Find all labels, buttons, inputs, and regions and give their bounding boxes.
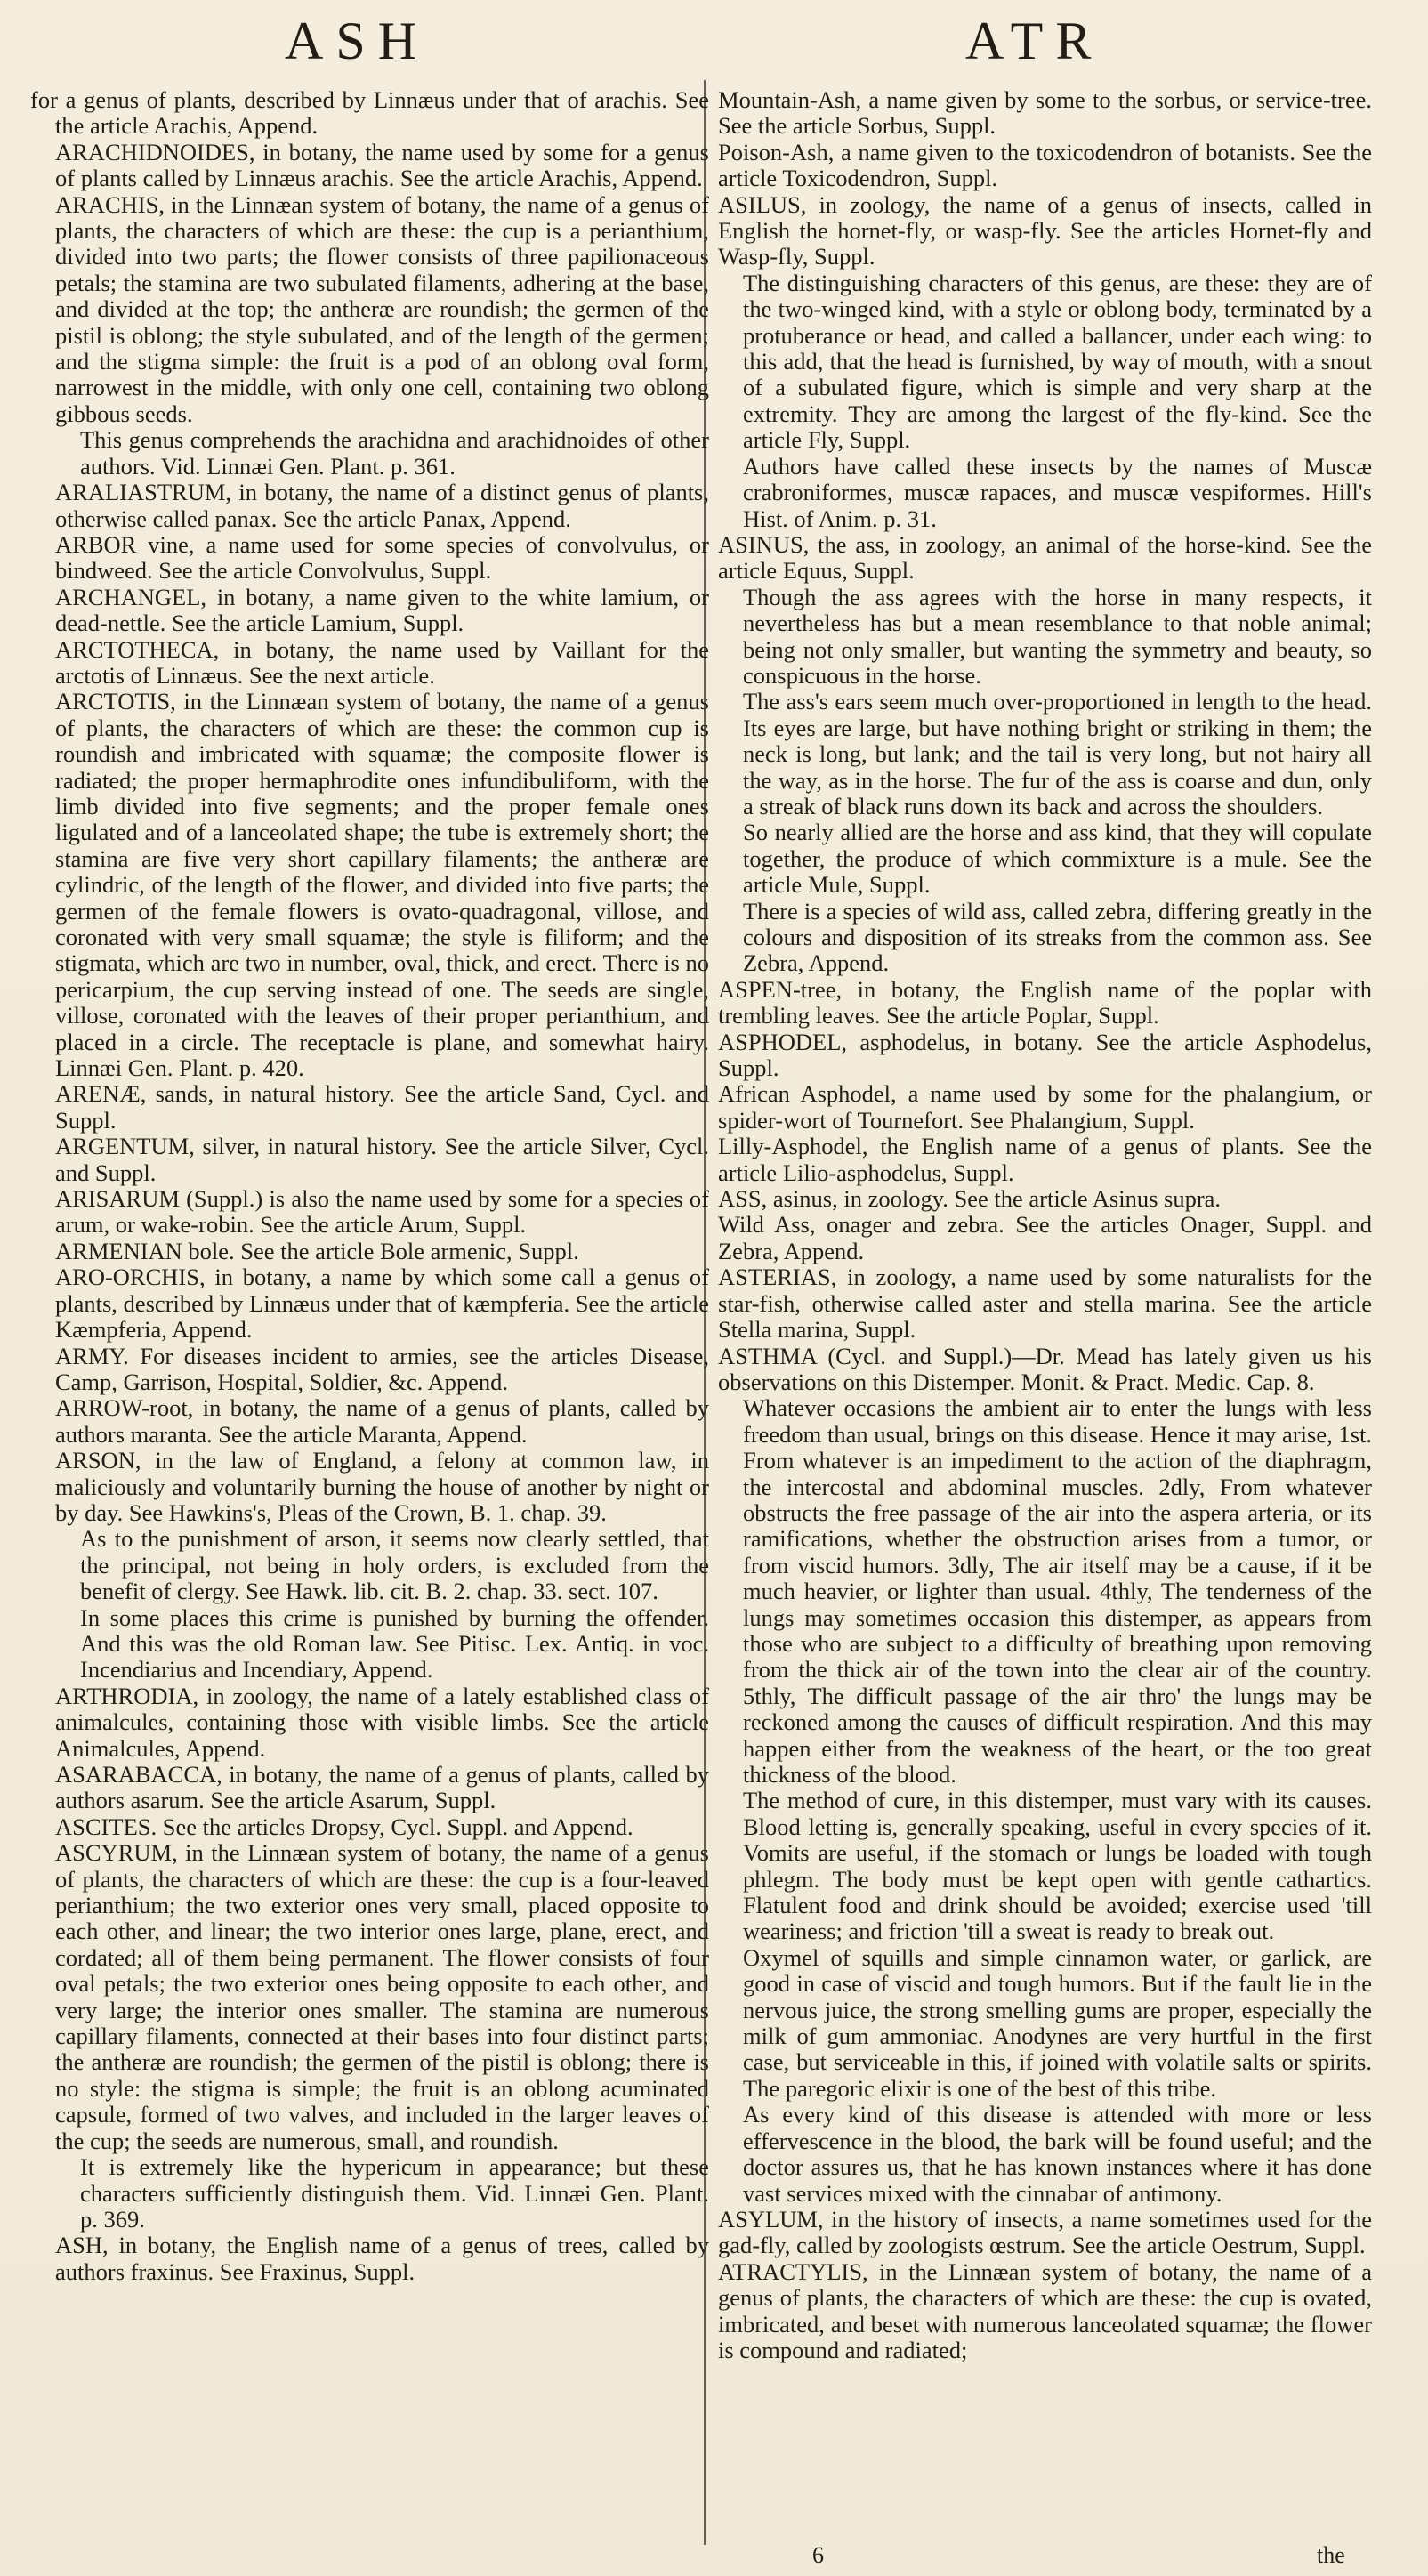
page-footer <box>0 2542 1428 2572</box>
entry-asylum: ASYLUM, in the history of insects, a name sometimes used for the gad-fly, called by zoologists œstrum. See the article Oestrum, Suppl. <box>718 2205 1372 2259</box>
entry-asinus: ASINUS, the ass, in zoology, an animal of the horse-kind. See the article Equus, Suppl. <box>718 530 1372 585</box>
entry-arachis-note: This genus comprehends the arachidna and arachidnoides of other authors. Vid. Linnæi Gen. Plant. p. 361. <box>80 426 709 480</box>
entry-asterias: ASTERIAS, in zoology, a name used by some naturalists for the star-fish, otherwise called aster and stella marina. See the article Stella marina, Suppl. <box>718 1264 1372 1344</box>
entry-ass: ASS, asinus, in zoology. See the article Asinus supra. <box>718 1185 1222 1213</box>
entry-asilus-authors: Authors have called these insects by the names of Muscæ crabroniformes, muscæ rapaces, and muscæ vespiformes. Hill's Hist. of Anim. p. 31. <box>743 452 1372 532</box>
entry-archangel: ARCHANGEL, in botany, a name given to the white lamium, or dead-nettle. See the article Lamium, Suppl. <box>55 583 709 637</box>
entry-asthma: ASTHMA (Cycl. and Suppl.)—Dr. Mead has lately given us his observations on this Distemper. Monit. & Pract. Medic. Cap. 8. <box>718 1342 1372 1395</box>
entry-arisarum: ARISARUM (Suppl.) is also the name used by some for a species of arum, or wake-robin. See the article Arum, Suppl. <box>55 1185 709 1239</box>
entry-ascyrum-note: It is extremely like the hypericum in appearance; but these characters sufficiently distinguish them. Vid. Linnæi Gen. Plant. p. 369. <box>80 2153 709 2233</box>
running-header <box>0 0 1428 85</box>
page-number: 6 <box>812 2542 824 2568</box>
entry-poison-ash: Poison-Ash, a name given to the toxicodendron of botanists. See the article Toxicodendron, Suppl. <box>718 138 1372 192</box>
header-left: ASH <box>285 12 430 70</box>
entry-arctotis: ARCTOTIS, in the Linnæan system of botany, the name of a genus of plants, the characters of which are these: the common cup is roundish and imbricated with squamæ; the composite flower is radiated; the proper hermaphrodite ones infundibuliform, with the limb divided into five segments; and the proper female ones ligulated and of a lanceolated shape; the tube is extremely short; the stamina are five very short capillary filaments; the antheræ are cylindric, of the length of the flower, and divided into five parts; the germen of the female flowers is ovato-quadragonal, villose, and coronated with very small squamæ; the style is filiform; and the stigmata, which are two in number, oval, thick, and erect. There is no pericarpium, the cup serving instead of one. The seeds are single, villose, coronated with the leaves of their proper perianthium, and placed in a circle. The receptacle is plane, and somewhat hairy. Linnæi Gen. Plant. p. 420. <box>55 688 709 1082</box>
left-column <box>30 86 709 2285</box>
entry-atractylis: ATRACTYLIS, in the Linnæan system of botany, the name of a genus of plants, the characters of which are these: the cup is ovated, imbricated, and beset with numerous lanceolated squamæ; the flower is compound and radiated; <box>718 2257 1372 2363</box>
entry-asilus-characters: The distinguishing characters of this genus, are these: they are of the two-winged kind, with a style or oblong body, terminated by a protuberance or head, and called a ballancer, under each wing: to this add, that the head is furnished, by way of mouth, with a snout of a subulated figure, which is simple and very sharp at the extremity. They are among the largest of the fly-kind. See the article Fly, Suppl. <box>743 269 1372 454</box>
entry-aspen-tree: ASPEN-tree, in botany, the English name of the poplar with trembling leaves. See the article Poplar, Suppl. <box>718 975 1372 1030</box>
entry-lilly-asphodel: Lilly-Asphodel, the English name of a genus of plants. See the article Lilio-asphodelus, Suppl. <box>718 1133 1372 1186</box>
entry-arachidnoides: ARACHIDNOIDES, in botany, the name used by some for a genus of plants called by Linnæus arachis. See the article Arachis, Append. <box>55 138 709 192</box>
entry-arbor-vine: ARBOR vine, a name used for some species of convolvulus, or bindweed. See the article Convolvulus, Suppl. <box>55 530 709 585</box>
entry-asthma-cure: The method of cure, in this distemper, must vary with its causes. Blood letting is, generally speaking, useful in every species of it. Vomits are useful, if the stomach or lungs be loaded with tough phlegm. The body must be kept open with gentle cathartics. Flatulent food and drink should be avoided; exercise used 'till weariness; and friction 'till a sweat is ready to break out. <box>743 1787 1372 1945</box>
entry-ascites: ASCITES. See the articles Dropsy, Cycl. Suppl. and Append. <box>55 1813 633 1840</box>
right-column <box>718 87 1372 2363</box>
header-right: ATR <box>965 12 1104 70</box>
entry-asinus-ears: The ass's ears seem much over-proportioned in length to the head. Its eyes are large, but have nothing bright or striking in them; the neck is long, but lank; and the tail is very long, but not hairy all the way, as in the horse. The fur of the ass is coarse and dun, only a streak of black runs down its back and across the shoulders. <box>743 688 1372 820</box>
entry-aro-orchis: ARO-ORCHIS, in botany, a name by which some call a genus of plants, described by Linnæus under that of kæmpferia. See the article Kæmpferia, Append. <box>55 1264 709 1344</box>
entry-asilus: ASILUS, in zoology, the name of a genus of insects, called in English the hornet-fly, or wasp-fly. See the articles Hornet-fly and Wasp-fly, Suppl. <box>718 190 1372 271</box>
entry-ascyrum: ASCYRUM, in the Linnæan system of botany, the name of a genus of plants, the characters of which are these: the cup is a four-leaved perianthium; the two exterior ones very small, placed opposite to each other, and linear; the two interior ones large, plane, erect, and cordated; all of them being permanent. The flower consists of four oval petals; the two exterior ones being opposite to each other, and very large; the interior ones smaller. The stamina are numerous capillary filaments, connected at their bases into four distinct parts; the antheræ are roundish; the germen of the pistil is oblong; there is no style: the stigma is simple; the fruit is an oblong acuminated capsule, formed of two valves, and included in the larger leaves of the cup; the seeds are numerous, small, and roundish. <box>55 1839 709 2154</box>
entry-asinus-horse: Though the ass agrees with the horse in many respects, it nevertheless has but a mean resemblance to that noble animal; being not only smaller, but wanting the symmetry and beauty, so conspicuous in the horse. <box>743 583 1372 689</box>
entry-asthma-oxymel: Oxymel of squills and simple cinnamon water, or garlick, are good in case of viscid and tough humors. But if the fault lie in the nervous juice, the strong smelling gums are proper, especially the milk of gum ammoniac. Anodynes are very hurtful in the first case, but serviceable in this, if joined with volatile salts or spirits. The paregoric elixir is one of the best of this tribe. <box>743 1943 1372 2102</box>
entry-asthma-bark: As every kind of this disease is attended with more or less effervescence in the blood, the bark will be found useful; and the doctor assures us, that he has known instances where it has done vast services mixed with the cinnabar of antimony. <box>743 2101 1372 2207</box>
entry-asphodel: ASPHODEL, asphodelus, in botany. See the article Asphodelus, Suppl. <box>718 1028 1372 1082</box>
entry-ash: ASH, in botany, the English name of a genus of trees, called by authors fraxinus. See Fraxinus, Suppl. <box>55 2232 709 2285</box>
entry-arctotheca: ARCTOTHECA, in botany, the name used by Vaillant for the arctotis of Linnæus. See the next article. <box>55 635 709 689</box>
entry-continuation: for a genus of plants, described by Linnæus under that of arachis. See the article Arachis, Append. <box>30 86 709 140</box>
entry-asarabacca: ASARABACCA, in botany, the name of a genus of plants, called by authors asarum. See the article Asarum, Suppl. <box>55 1761 709 1814</box>
entry-arenae: ARENÆ, sands, in natural history. See the article Sand, Cycl. and Suppl. <box>55 1080 709 1134</box>
entry-arson: ARSON, in the law of England, a felony at common law, in maliciously and voluntarily burning the house of another by night or by day. See Hawkins's, Pleas of the Crown, B. 1. chap. 39. <box>55 1447 709 1526</box>
entry-arthrodia: ARTHRODIA, in zoology, the name of a lately established class of animalcules, containing those with visible limbs. See the article Animalcules, Append. <box>55 1682 709 1762</box>
entry-army: ARMY. For diseases incident to armies, see the articles Disease, Camp, Garrison, Hospital, Soldier, &c. Append. <box>55 1342 709 1395</box>
entry-armenian: ARMENIAN bole. See the article Bole armenic, Suppl. <box>55 1237 579 1264</box>
entry-wild-ass: Wild Ass, onager and zebra. See the articles Onager, Suppl. and Zebra, Append. <box>718 1211 1372 1264</box>
entry-arson-punishment: As to the punishment of arson, it seems now clearly settled, that the principal, not being in holy orders, is excluded from the benefit of clergy. See Hawk. lib. cit. B. 2. chap. 33. sect. 107. <box>80 1525 709 1605</box>
entry-arson-places: In some places this crime is punished by burning the offender. And this was the old Roman law. See Pitisc. Lex. Antiq. in voc. Incendiarius and Incendiary, Append. <box>80 1603 709 1684</box>
entry-arrow-root: ARROW-root, in botany, the name of a genus of plants, called by authors maranta. See the article Maranta, Append. <box>55 1394 709 1448</box>
entry-asinus-mule: So nearly allied are the horse and ass kind, that they will copulate together, the produce of which commixture is a mule. See the article Mule, Suppl. <box>743 819 1372 899</box>
entry-mountain-ash: Mountain-Ash, a name given by some to the sorbus, or service-tree. See the article Sorbus, Suppl. <box>718 86 1372 140</box>
entry-african-asphodel: African Asphodel, a name used by some for the phalangium, or spider-wort of Tournefort. See Phalangium, Suppl. <box>718 1080 1372 1134</box>
entry-asinus-zebra: There is a species of wild ass, called zebra, differing greatly in the colours and disposition of its streaks from the common ass. See Zebra, Append. <box>743 897 1372 977</box>
entry-argentum: ARGENTUM, silver, in natural history. See the article Silver, Cycl. and Suppl. <box>55 1133 709 1186</box>
entry-araliastrum: ARALIASTRUM, in botany, the name of a distinct genus of plants, otherwise called panax. See the article Panax, Append. <box>55 479 709 532</box>
catchword: the <box>1317 2542 1345 2568</box>
entry-arachis: ARACHIS, in the Linnæan system of botany, the name of a genus of plants, the characters of which are these: the cup is a perianthium, divided into two parts; the flower consists of three papilionaceous petals; the stamina are two subulated filaments, adhering at the base, and divided at the top; the antheræ are roundish; the germen of the pistil is oblong; the style subulated, and of the length of the germen; and the stigma simple: the fruit is a pod of an oblong oval form, narrowest in the middle, with only one cell, containing two oblong gibbous seeds. <box>55 190 709 427</box>
entry-asthma-causes: Whatever occasions the ambient air to enter the lungs with less freedom than usual, brings on this disease. Hence it may arise, 1st. From whatever is an impediment to the action of the diaphragm, the intercostal and abdominal muscles. 2dly, From whatever obstructs the free passage of the air into the aspera arteria, or its ramifications, whether the obstruction arises from a tumor, or from viscid humors. 3dly, The air itself may be a cause, if it be much heavier, or lighter than usual. 4thly, The tenderness of the lungs may sometimes occasion this distemper, as appears from those who are subject to a difficulty of breathing upon removing from the thick air of the town into the clear air of the country. 5thly, The difficult passage of the air thro' the lungs may be reckoned among the causes of difficult respiration. And this may happen either from the weakness of the heart, or the too great thickness of the blood. <box>743 1394 1372 1788</box>
